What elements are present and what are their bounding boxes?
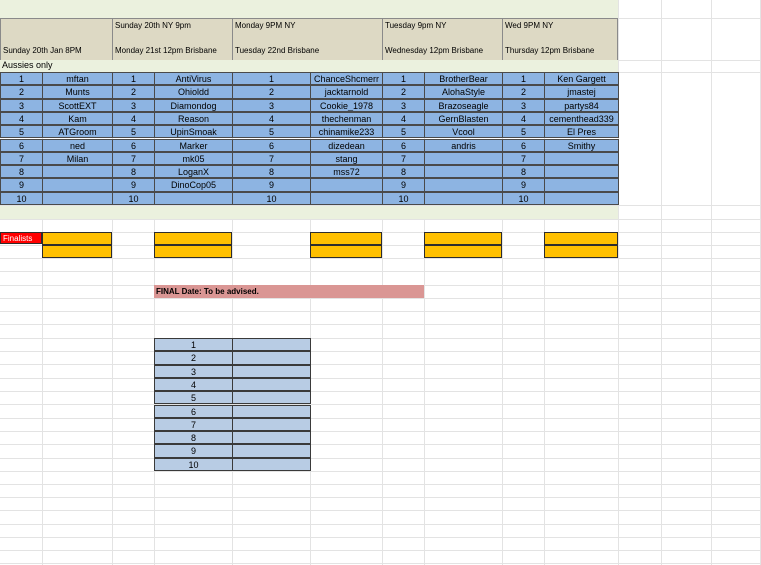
seat-number[interactable]: 7 (502, 152, 545, 165)
player-name-cell[interactable]: UpinSmoak (154, 125, 233, 138)
gridline (0, 311, 761, 312)
finalist-slot[interactable] (544, 245, 618, 258)
player-name-cell[interactable]: chinamike233 (310, 125, 383, 138)
gridline (0, 338, 761, 339)
seat-number[interactable]: 7 (112, 152, 155, 165)
seat-number[interactable]: 10 (232, 192, 311, 205)
seat-number[interactable]: 2 (112, 85, 155, 98)
gridline (0, 550, 761, 551)
player-name-cell[interactable] (310, 192, 383, 205)
header-col-2-line1: Sunday 20th NY 9pm (115, 21, 191, 30)
gridline (0, 471, 761, 472)
seat-number[interactable]: 3 (112, 99, 155, 112)
seat-number[interactable]: 9 (0, 178, 43, 191)
seat-number[interactable]: 10 (382, 192, 425, 205)
gridline (0, 404, 761, 405)
gridline (0, 219, 761, 220)
seat-number[interactable]: 5 (112, 125, 155, 138)
final-seat-number[interactable]: 9 (154, 444, 233, 457)
header-col-4-line1: Tuesday 9pm NY (385, 21, 447, 30)
player-name-cell[interactable]: Reason (154, 112, 233, 125)
header-col-4-line2: Wednesday 12pm Brisbane (385, 46, 484, 55)
gridline (0, 431, 761, 432)
player-name-cell[interactable] (544, 178, 619, 191)
seat-number[interactable]: 6 (502, 139, 545, 152)
header-col-3-line2: Tuesday 22nd Brisbane (235, 46, 320, 55)
seat-number[interactable]: 5 (502, 125, 545, 138)
aussies-label: Aussies only (2, 60, 53, 70)
final-player-cell[interactable] (232, 458, 311, 471)
gridline (0, 271, 761, 272)
seat-number[interactable]: 9 (232, 178, 311, 191)
finalist-slot[interactable] (424, 232, 502, 245)
gridline (0, 351, 761, 352)
player-name-cell[interactable]: ScottEXT (42, 99, 113, 112)
player-name-cell[interactable]: DinoCop05 (154, 178, 233, 191)
seat-number[interactable]: 2 (502, 85, 545, 98)
finalist-slot[interactable] (42, 232, 112, 245)
seat-number[interactable]: 1 (0, 72, 43, 85)
seat-number[interactable]: 1 (232, 72, 311, 85)
finalists-label[interactable]: Finalists (0, 232, 42, 244)
player-name-cell[interactable]: Diamondog (154, 99, 233, 112)
header-col-3[interactable] (232, 18, 382, 60)
player-name-cell[interactable]: mss72 (310, 165, 383, 178)
seat-number[interactable]: 8 (112, 165, 155, 178)
player-name-cell[interactable]: partys84 (544, 99, 619, 112)
gridline (0, 524, 761, 525)
seat-number[interactable]: 9 (112, 178, 155, 191)
player-name-cell[interactable]: Munts (42, 85, 113, 98)
seat-number[interactable]: 8 (232, 165, 311, 178)
player-name-cell[interactable]: Milan (42, 152, 113, 165)
player-name-cell[interactable] (42, 178, 113, 191)
player-name-cell[interactable]: cementhead339 (544, 112, 619, 125)
seat-number[interactable]: 5 (0, 125, 43, 138)
seat-number[interactable]: 6 (382, 139, 425, 152)
gridline (0, 497, 761, 498)
header-col-1-date: Sunday 20th Jan 8PM (3, 46, 82, 55)
player-name-cell[interactable]: GernBlasten (424, 112, 503, 125)
player-name-cell[interactable]: mftan (42, 72, 113, 85)
seat-number[interactable]: 4 (502, 112, 545, 125)
player-name-cell[interactable]: Smithy (544, 139, 619, 152)
player-name-cell[interactable] (544, 152, 619, 165)
player-name-cell[interactable] (544, 165, 619, 178)
finalist-slot[interactable] (310, 232, 382, 245)
final-seat-number[interactable]: 3 (154, 365, 233, 378)
player-name-cell[interactable]: AntiVirus (154, 72, 233, 85)
gridline (0, 537, 761, 538)
seat-number[interactable]: 1 (502, 72, 545, 85)
final-player-cell[interactable] (232, 338, 311, 351)
finalist-slot[interactable] (154, 232, 232, 245)
final-seat-number[interactable]: 6 (154, 405, 233, 418)
final-player-cell[interactable] (232, 418, 311, 431)
final-player-cell[interactable] (232, 378, 311, 391)
player-name-cell[interactable]: jacktarnold (310, 85, 383, 98)
player-name-cell[interactable]: Kam (42, 112, 113, 125)
final-player-cell[interactable] (232, 365, 311, 378)
gridline (0, 378, 761, 379)
player-name-cell[interactable]: LoganX (154, 165, 233, 178)
header-col-3-line1: Monday 9PM NY (235, 21, 296, 30)
seat-number[interactable]: 2 (0, 85, 43, 98)
seat-number[interactable]: 9 (382, 178, 425, 191)
final-date[interactable]: FINAL Date: To be advised. (154, 285, 424, 298)
player-name-cell[interactable]: stang (310, 152, 383, 165)
finalist-slot[interactable] (154, 245, 232, 258)
player-name-cell[interactable]: Cookie_1978 (310, 99, 383, 112)
final-seat-number[interactable]: 4 (154, 378, 233, 391)
seat-number[interactable]: 2 (232, 85, 311, 98)
seat-number[interactable]: 1 (382, 72, 425, 85)
player-name-cell[interactable]: ATGroom (42, 125, 113, 138)
final-seat-number[interactable]: 1 (154, 338, 233, 351)
seat-number[interactable]: 5 (232, 125, 311, 138)
seat-number[interactable]: 10 (112, 192, 155, 205)
seat-number[interactable]: 6 (112, 139, 155, 152)
header-border-top (0, 18, 618, 19)
gridline (0, 484, 761, 485)
player-name-cell[interactable] (424, 178, 503, 191)
finalist-slot[interactable] (424, 245, 502, 258)
header-col-2[interactable] (112, 18, 232, 60)
player-name-cell[interactable]: ChanceShcmerr (310, 72, 383, 85)
player-name-cell[interactable] (310, 178, 383, 191)
finalist-slot[interactable] (544, 232, 618, 245)
player-name-cell[interactable] (42, 165, 113, 178)
gridline (0, 324, 761, 325)
final-player-cell[interactable] (232, 431, 311, 444)
top-band (0, 0, 618, 18)
seat-number[interactable]: 8 (0, 165, 43, 178)
gridline (0, 418, 761, 419)
final-player-cell[interactable] (232, 444, 311, 457)
seat-number[interactable]: 3 (382, 99, 425, 112)
player-name-cell[interactable]: BrotherBear (424, 72, 503, 85)
seat-number[interactable]: 7 (382, 152, 425, 165)
gridline (0, 364, 761, 365)
seat-number[interactable]: 3 (232, 99, 311, 112)
seat-number[interactable]: 6 (232, 139, 311, 152)
player-name-cell[interactable] (424, 165, 503, 178)
final-player-cell[interactable] (232, 351, 311, 364)
seat-number[interactable]: 4 (112, 112, 155, 125)
seat-number[interactable]: 8 (382, 165, 425, 178)
player-name-cell[interactable]: thechenman (310, 112, 383, 125)
final-player-cell[interactable] (232, 391, 311, 404)
gridline (0, 298, 761, 299)
player-name-cell[interactable]: dizedean (310, 139, 383, 152)
player-name-cell[interactable]: jmastej (544, 85, 619, 98)
final-seat-number[interactable]: 10 (154, 458, 233, 471)
player-name-cell[interactable] (154, 192, 233, 205)
seat-number[interactable]: 5 (382, 125, 425, 138)
player-name-cell[interactable]: ned (42, 139, 113, 152)
seat-number[interactable]: 3 (0, 99, 43, 112)
player-name-cell[interactable]: mk05 (154, 152, 233, 165)
aussies-band (0, 60, 618, 72)
player-name-cell[interactable]: andris (424, 139, 503, 152)
gridline (0, 458, 761, 459)
header-col-5-line2: Thursday 12pm Brisbane (505, 46, 595, 55)
player-name-cell[interactable]: Brazoseagle (424, 99, 503, 112)
seat-number[interactable]: 6 (0, 139, 43, 152)
seat-number[interactable]: 8 (502, 165, 545, 178)
gridline (0, 510, 761, 511)
player-name-cell[interactable] (544, 192, 619, 205)
gridline (661, 0, 662, 565)
final-player-cell[interactable] (232, 405, 311, 418)
header-col-1[interactable] (0, 18, 112, 60)
seat-number[interactable]: 4 (382, 112, 425, 125)
player-name-cell[interactable] (424, 192, 503, 205)
finalist-slot[interactable] (42, 245, 112, 258)
final-seat-number[interactable]: 2 (154, 351, 233, 364)
finalist-slot[interactable] (310, 245, 382, 258)
seat-number[interactable]: 10 (0, 192, 43, 205)
player-name-cell[interactable]: Ohioldd (154, 85, 233, 98)
seat-number[interactable]: 7 (0, 152, 43, 165)
final-seat-number[interactable]: 8 (154, 431, 233, 444)
final-seat-number[interactable]: 5 (154, 391, 233, 404)
player-name-cell[interactable]: Vcool (424, 125, 503, 138)
gridline (0, 391, 761, 392)
header-col-5[interactable] (502, 18, 618, 60)
seat-number[interactable]: 4 (0, 112, 43, 125)
seat-number[interactable]: 3 (502, 99, 545, 112)
header-col-2-line2: Monday 21st 12pm Brisbane (115, 46, 217, 55)
player-name-cell[interactable]: AlohaStyle (424, 85, 503, 98)
seat-number[interactable]: 4 (232, 112, 311, 125)
seat-number[interactable]: 1 (112, 72, 155, 85)
player-name-cell[interactable]: El Pres (544, 125, 619, 138)
gridline (0, 258, 761, 259)
final-seat-number[interactable]: 7 (154, 418, 233, 431)
bottom-band (0, 206, 618, 219)
seat-number[interactable]: 7 (232, 152, 311, 165)
gridline (0, 563, 761, 564)
player-name-cell[interactable] (424, 152, 503, 165)
seat-number[interactable]: 2 (382, 85, 425, 98)
header-col-4[interactable] (382, 18, 502, 60)
header-col-5-line1: Wed 9PM NY (505, 21, 554, 30)
seat-number[interactable]: 9 (502, 178, 545, 191)
gridline (0, 444, 761, 445)
player-name-cell[interactable]: Ken Gargett (544, 72, 619, 85)
seat-number[interactable]: 10 (502, 192, 545, 205)
gridline (711, 0, 712, 565)
player-name-cell[interactable]: Marker (154, 139, 233, 152)
player-name-cell[interactable] (42, 192, 113, 205)
